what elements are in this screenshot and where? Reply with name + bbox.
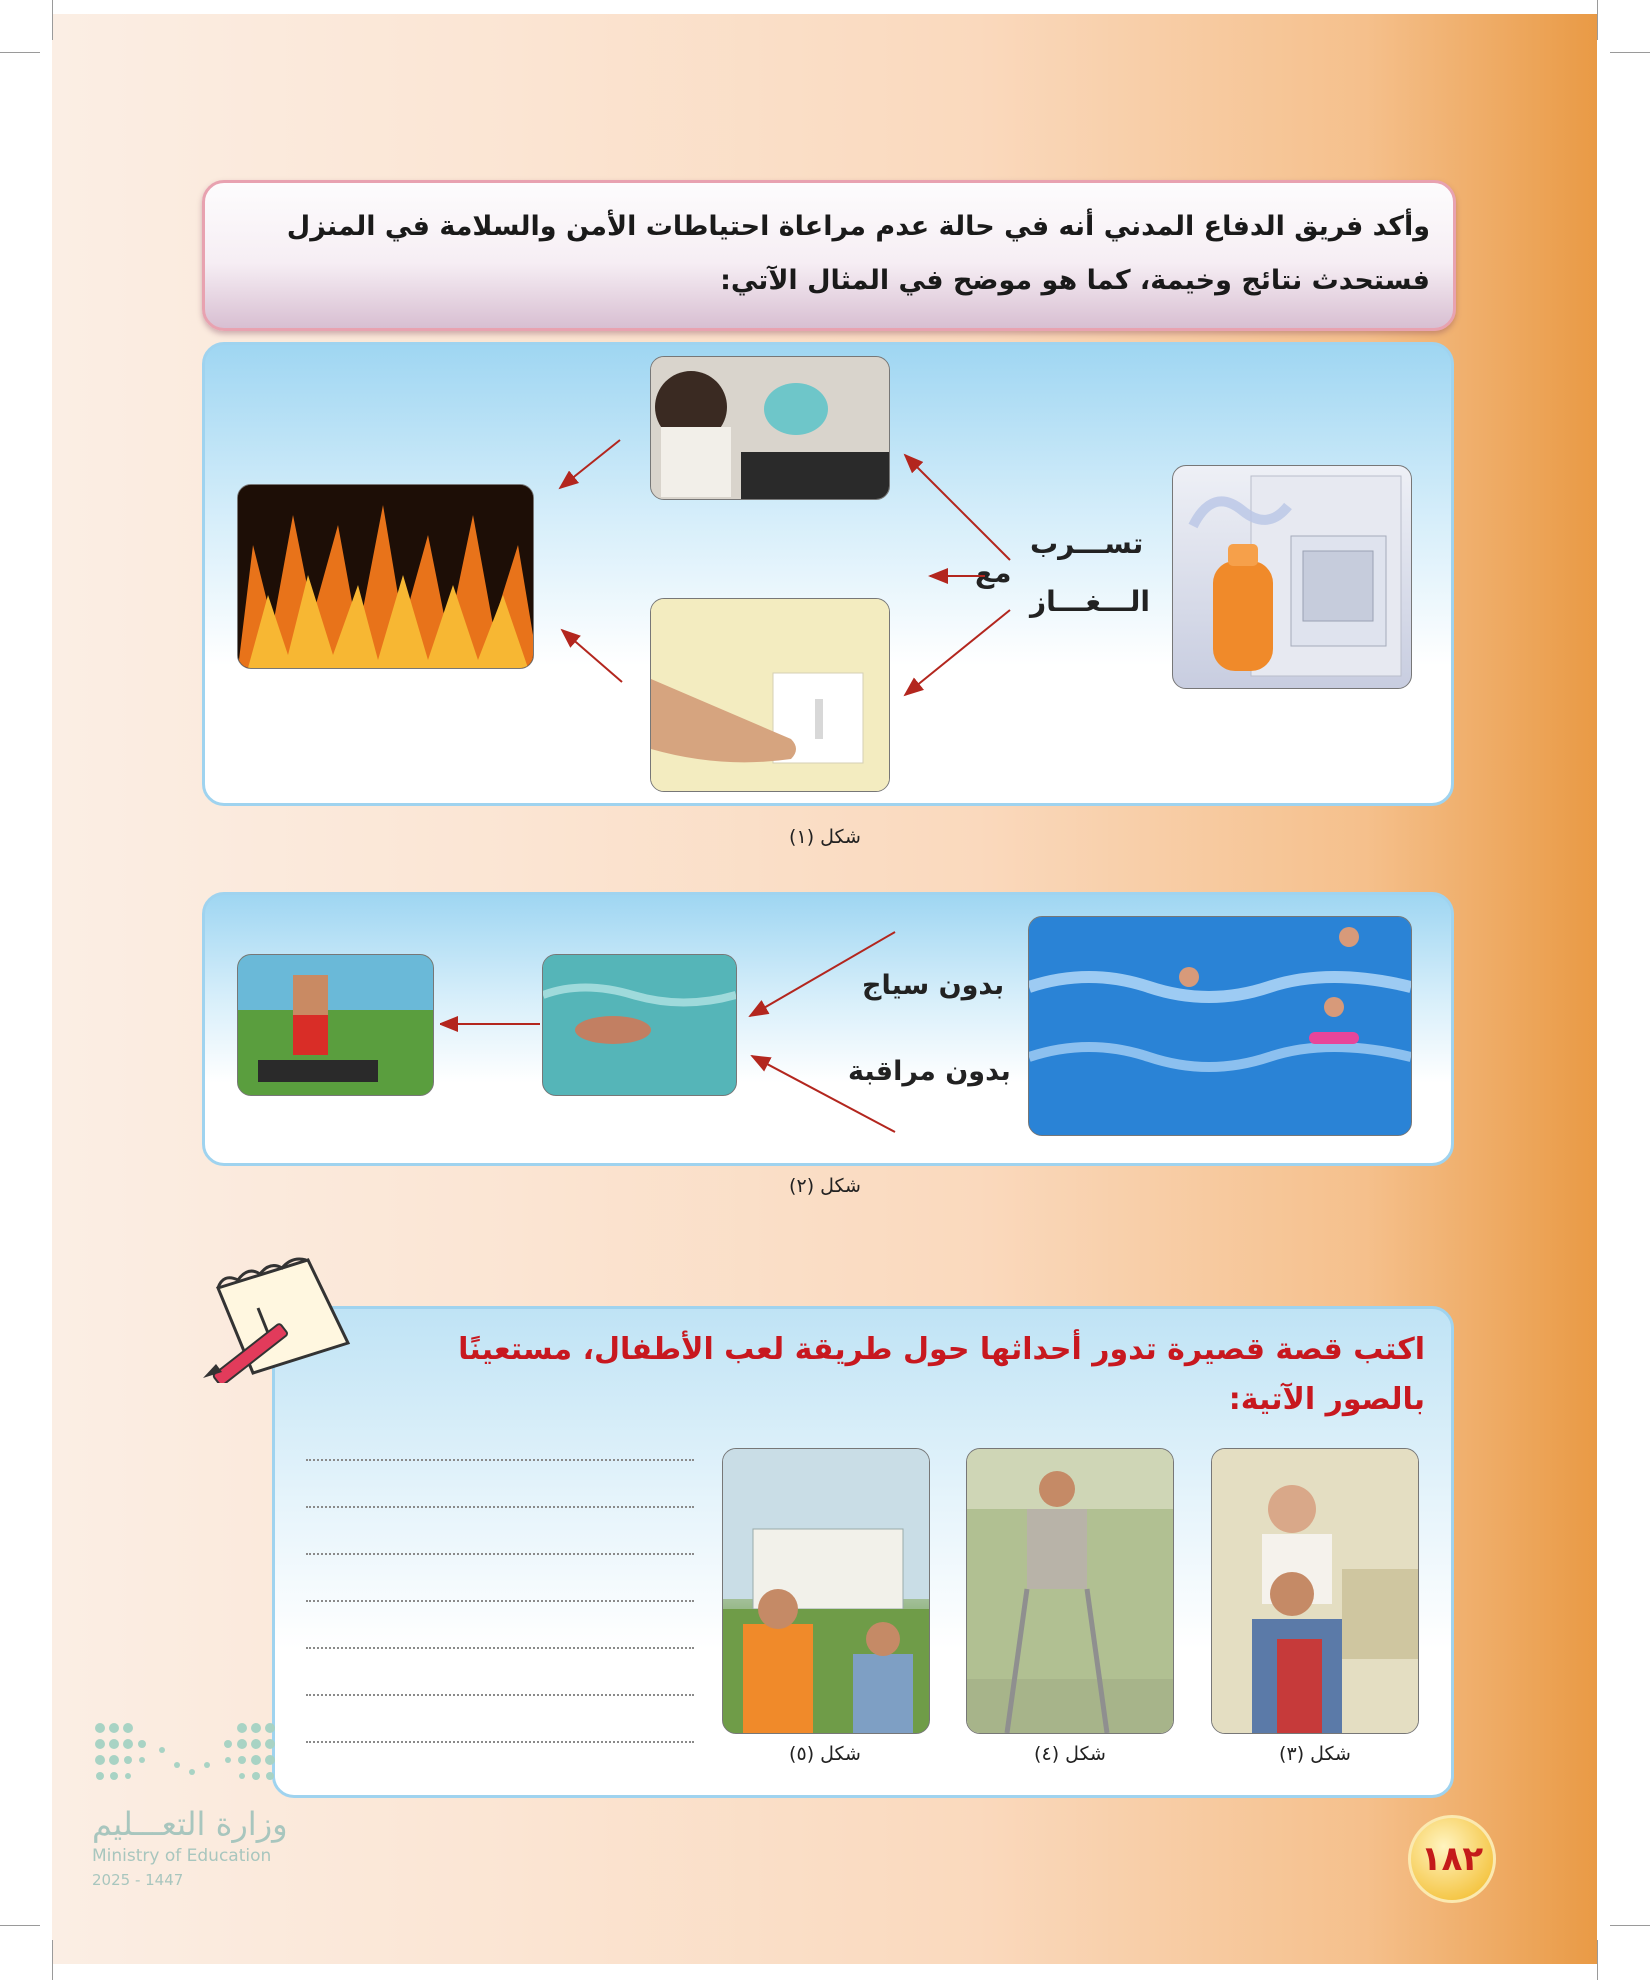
writing-line[interactable]: [306, 1741, 694, 1743]
task-instruction: اكتب قصة قصيرة تدور أحداثها حول طريقة لعب الأطفال، مستعينًا بالصور الآتية:: [458, 1332, 1425, 1417]
crop-mark: [1597, 1940, 1598, 1980]
swimming-pool-photo: [1028, 916, 1412, 1136]
notepad-pencil-icon: [198, 1248, 363, 1383]
figure-5-caption: شكل (٥): [789, 1743, 861, 1765]
gas-leak-label-1: تســـرب: [1030, 527, 1144, 560]
writing-line[interactable]: [306, 1553, 694, 1555]
fire-illustration: [238, 485, 533, 668]
crop-mark: [1597, 0, 1598, 40]
page-number: ١٨٢: [1408, 1815, 1496, 1903]
arrow-kettle-to-fire: [560, 440, 620, 488]
crop-mark: [1610, 1925, 1650, 1926]
figure-1-caption: شكل (١): [789, 826, 861, 848]
ministry-name-arabic: وزارة التعـــليم: [92, 1805, 288, 1843]
writing-line[interactable]: [306, 1647, 694, 1649]
writing-line[interactable]: [306, 1694, 694, 1696]
figure-4-caption: شكل (٤): [1034, 1743, 1106, 1765]
figure-1-arrows: [540, 420, 1040, 710]
children-torch-illustration: [723, 1449, 929, 1733]
writing-line[interactable]: [306, 1600, 694, 1602]
with-label: مع: [975, 556, 1012, 589]
crop-mark: [0, 1925, 40, 1926]
arrow-no-supervision: [752, 1056, 895, 1132]
gas-leak-label-2: الـــغـــاز: [1030, 585, 1150, 618]
ministry-logo-dots: [92, 1720, 292, 1790]
pool-illustration: [1029, 917, 1411, 1135]
intro-paragraph: [220, 200, 1430, 308]
lifeguard-illustration: [238, 955, 433, 1095]
crop-mark: [52, 0, 53, 40]
figure-2-caption: شكل (٢): [789, 1175, 861, 1197]
child-ladder-photo: [966, 1448, 1174, 1734]
no-fence-label: بدون سياج: [862, 970, 1005, 1001]
writing-line[interactable]: [306, 1459, 694, 1461]
crop-mark: [52, 1940, 53, 1980]
arrow-to-kettle: [905, 455, 1010, 560]
gas-cylinder-illustration: [1173, 466, 1411, 688]
crop-mark: [1610, 52, 1650, 53]
child-ladder-illustration: [967, 1449, 1173, 1733]
children-shoulders-photo: [1211, 1448, 1419, 1734]
gas-cylinder-photo: [1172, 465, 1412, 689]
figure-2-arrows: [440, 920, 910, 1140]
writing-line[interactable]: [306, 1506, 694, 1508]
children-torch-photo: [722, 1448, 930, 1734]
children-shoulders-illustration: [1212, 1449, 1418, 1733]
figure-3-caption: شكل (٣): [1279, 1743, 1351, 1765]
arrow-to-switch: [905, 610, 1010, 695]
ministry-name-english: Ministry of Education: [92, 1846, 272, 1866]
intro-line-1: وأكد فريق الدفاع المدني أنه في حالة عدم مراعاة احتياطات الأمن والسلامة في المنزل: [286, 211, 1430, 242]
arrow-no-fence: [750, 932, 895, 1016]
ministry-year: 2025 - 1447: [92, 1871, 184, 1889]
crop-mark: [0, 52, 40, 53]
arrow-switch-to-fire: [562, 630, 622, 682]
no-supervision-label: بدون مراقبة: [848, 1056, 1011, 1087]
lifeguard-cpr-photo: [237, 954, 434, 1096]
intro-line-2: فستحدث نتائج وخيمة، كما هو موضح في المثال الآتي:: [720, 265, 1430, 296]
fire-photo: [237, 484, 534, 669]
